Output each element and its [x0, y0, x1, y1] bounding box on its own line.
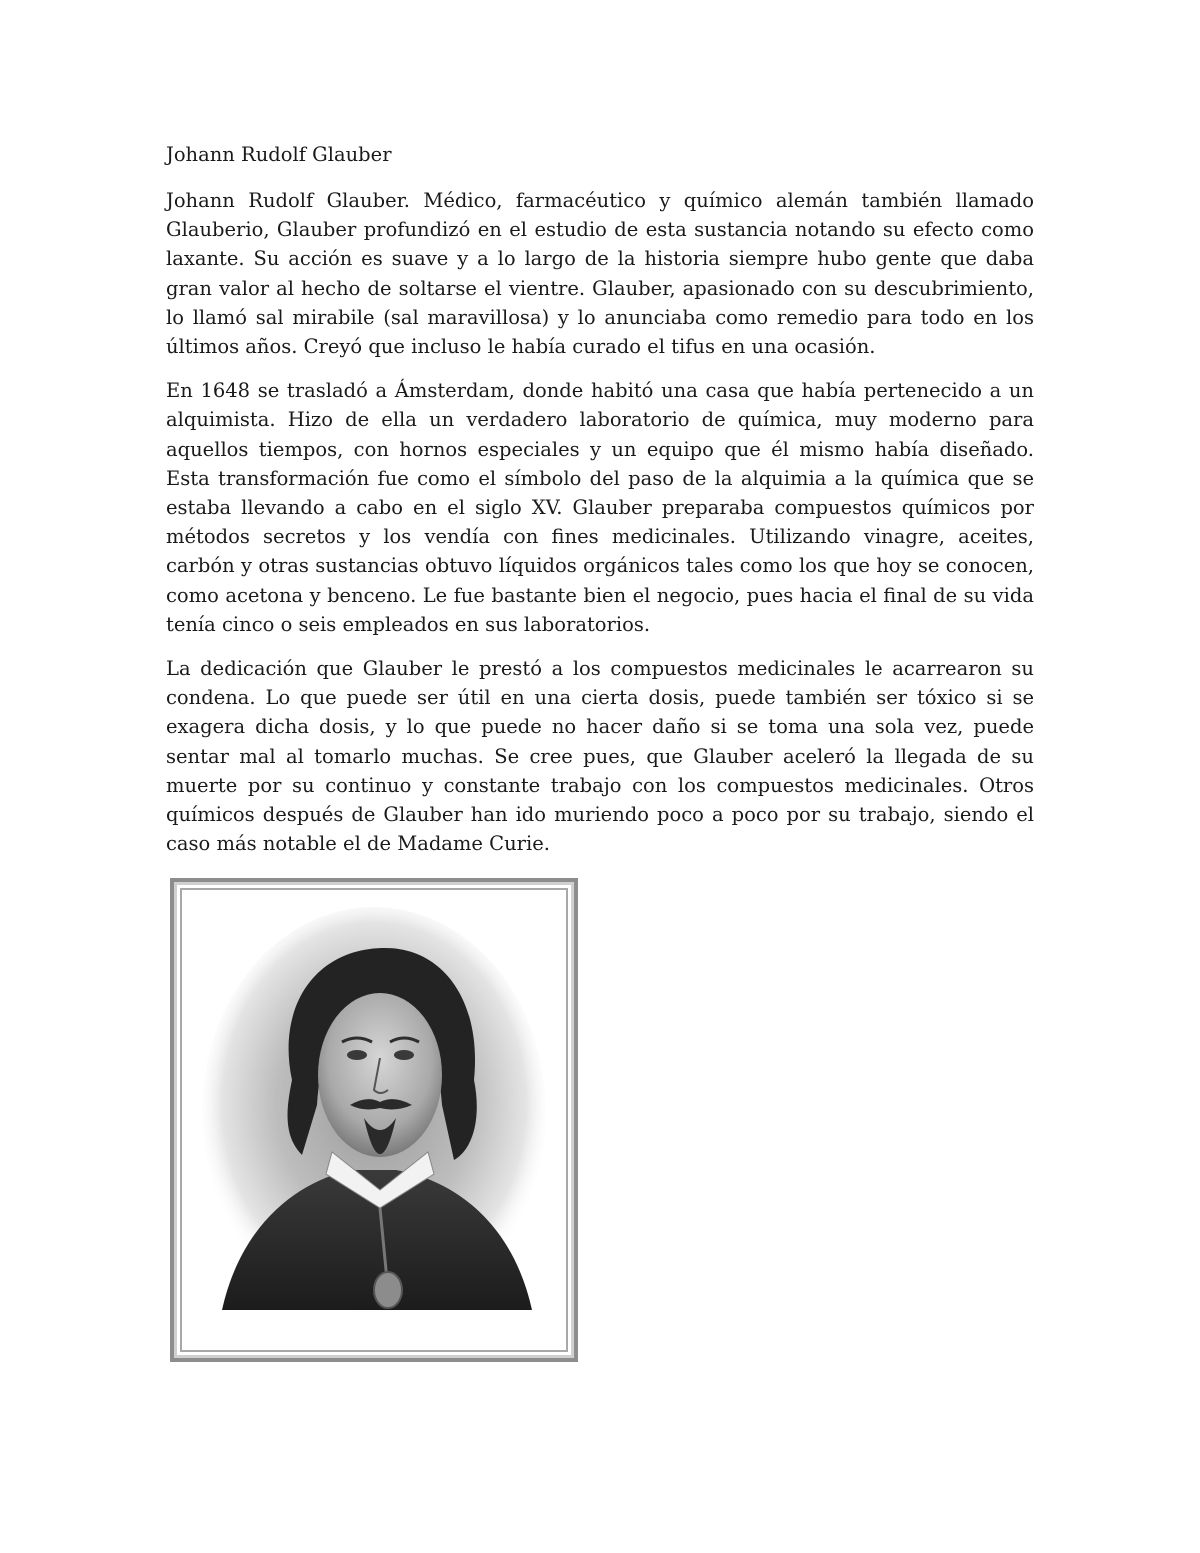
paragraph-biography: Johann Rudolf Glauber. Médico, farmacéutico y químico alemán también llamado Glauberio, Glauber profundizó en el estudio de esta sustancia notando su efecto como laxante. Su acción es suave y a lo largo de la historia siempre hubo gente que daba gran valor al hecho de soltarse el vientre. Glauber, apasionado con su descubrimiento, lo llamó sal mirabile (sal maravillosa) y lo anunciaba como remedio para todo en los últimos años. Creyó que incluso le había curado el tifus en una ocasión. [166, 189, 1034, 359]
portrait-image [182, 890, 566, 1350]
paragraph-death: La dedicación que Glauber le prestó a los compuestos medicinales le acarrearon su condena. Lo que puede ser útil en una cierta dosis, puede también ser tóxico si se exagera dicha dosis, y lo que puede no hacer daño si se toma una sola vez, puede sentar mal al tomarlo muchas. Se cree pues, que Glauber aceleró la llegada de su muerte por su continuo y constante trabajo con los compuestos medicinales. Otros químicos después de Glauber han ido muriendo poco a poco por su trabajo, siendo el caso más notable el de Madame Curie. [166, 657, 1034, 856]
paragraph-amsterdam: En 1648 se trasladó a Ámsterdam, donde habitó una casa que había pertenecido a un alquimista. Hizo de ella un verdadero laboratorio de química, muy moderno para aquellos tiempos, con hornos especiales y un equipo que él mismo había diseñado. Esta transformación fue como el símbolo del paso de la alquimia a la química que se estaba llevando a cabo en el siglo XV. Glauber preparaba compuestos químicos por métodos secretos y los vendía con fines medicinales. Utilizando vinagre, aceites, carbón y otras sustancias obtuvo líquidos orgánicos tales como los que hoy se conocen, como acetona y benceno. Le fue bastante bien el negocio, pues hacia el final de su vida tenía cinco o seis empleados en sus laboratorios. [166, 379, 1034, 636]
document-body [166, 140, 1034, 873]
document-title: Johann Rudolf Glauber [166, 143, 392, 166]
portrait-image-frame [170, 878, 578, 1362]
